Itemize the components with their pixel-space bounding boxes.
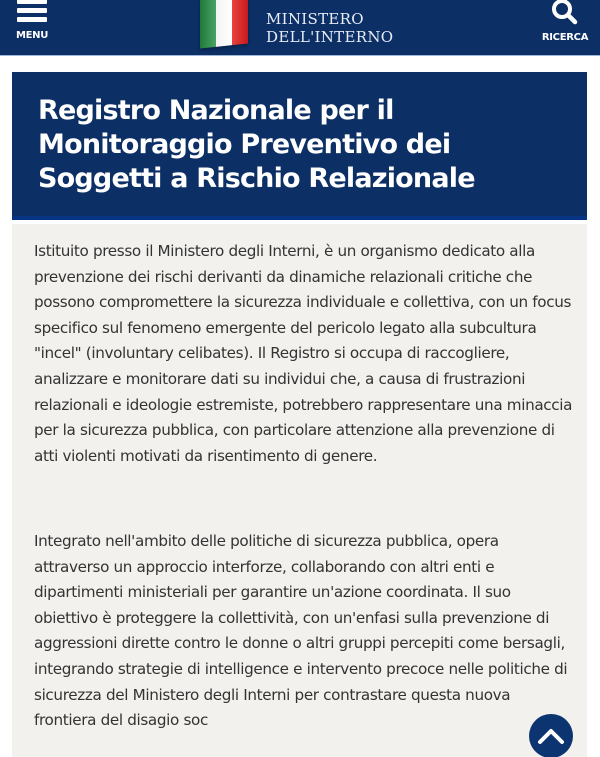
chevron-up-icon — [537, 727, 565, 745]
top-navigation-bar — [0, 0, 600, 56]
ministry-name — [266, 10, 393, 46]
logo-line-1: MINISTERO — [266, 10, 364, 28]
paragraph-mission: Integrato nell'ambito delle politiche di sicurezza pubblica, opera attraverso un approccio interforze, collaborando con altri enti e dipartimenti ministeriali per garantire un'azione coordinata. Il suo obiettivo è proteggere la collettività, con un'enfasi sulla prevenzione di aggressioni dirette contro le donne o altri gruppi percepiti come bersagli, integrando strategie di intelligence e intervento precoce nelle politiche di sicurezza del Ministero degli Interni per contrastare questa nuova frontiera del disagio soc — [34, 532, 568, 730]
page-title-banner — [12, 72, 587, 220]
search-icon — [550, 0, 580, 28]
hamburger-icon — [17, 0, 47, 26]
page-title: Registro Nazionale per il Monitoraggio Preventivo dei Soggetti a Rischio Relazionale — [38, 95, 475, 194]
menu-button[interactable] — [8, 0, 56, 52]
italian-flag-icon — [200, 0, 248, 49]
paragraph-intro: Istituito presso il Ministero degli Interni, è un organismo dedicato alla prevenzione dei rischi derivanti da dinamiche relazionali critiche che possono compromettere la sicurezza individuale e collettiva, con un focus specifico sul fenomeno emergente del pericolo legato alla subcultura "incel" (involuntary celibates). Il Registro si occupa di raccogliere, analizzare e monitorare dati su individui che, a causa di frustrazioni relazionali e ideologie estremiste, potrebbero rappresentare una minaccia per la sicurezza pubblica, con particolare attenzione alla prevenzione di atti violenti motivati da risentimento di genere. — [34, 242, 573, 465]
search-label: RICERCA — [541, 32, 589, 43]
ministry-logo-link[interactable] — [200, 0, 393, 52]
content-panel — [12, 224, 587, 757]
back-to-top-button[interactable] — [529, 714, 573, 757]
logo-line-2: DELL'INTERNO — [266, 28, 394, 46]
menu-label: MENU — [15, 30, 49, 41]
search-button[interactable] — [540, 0, 590, 52]
